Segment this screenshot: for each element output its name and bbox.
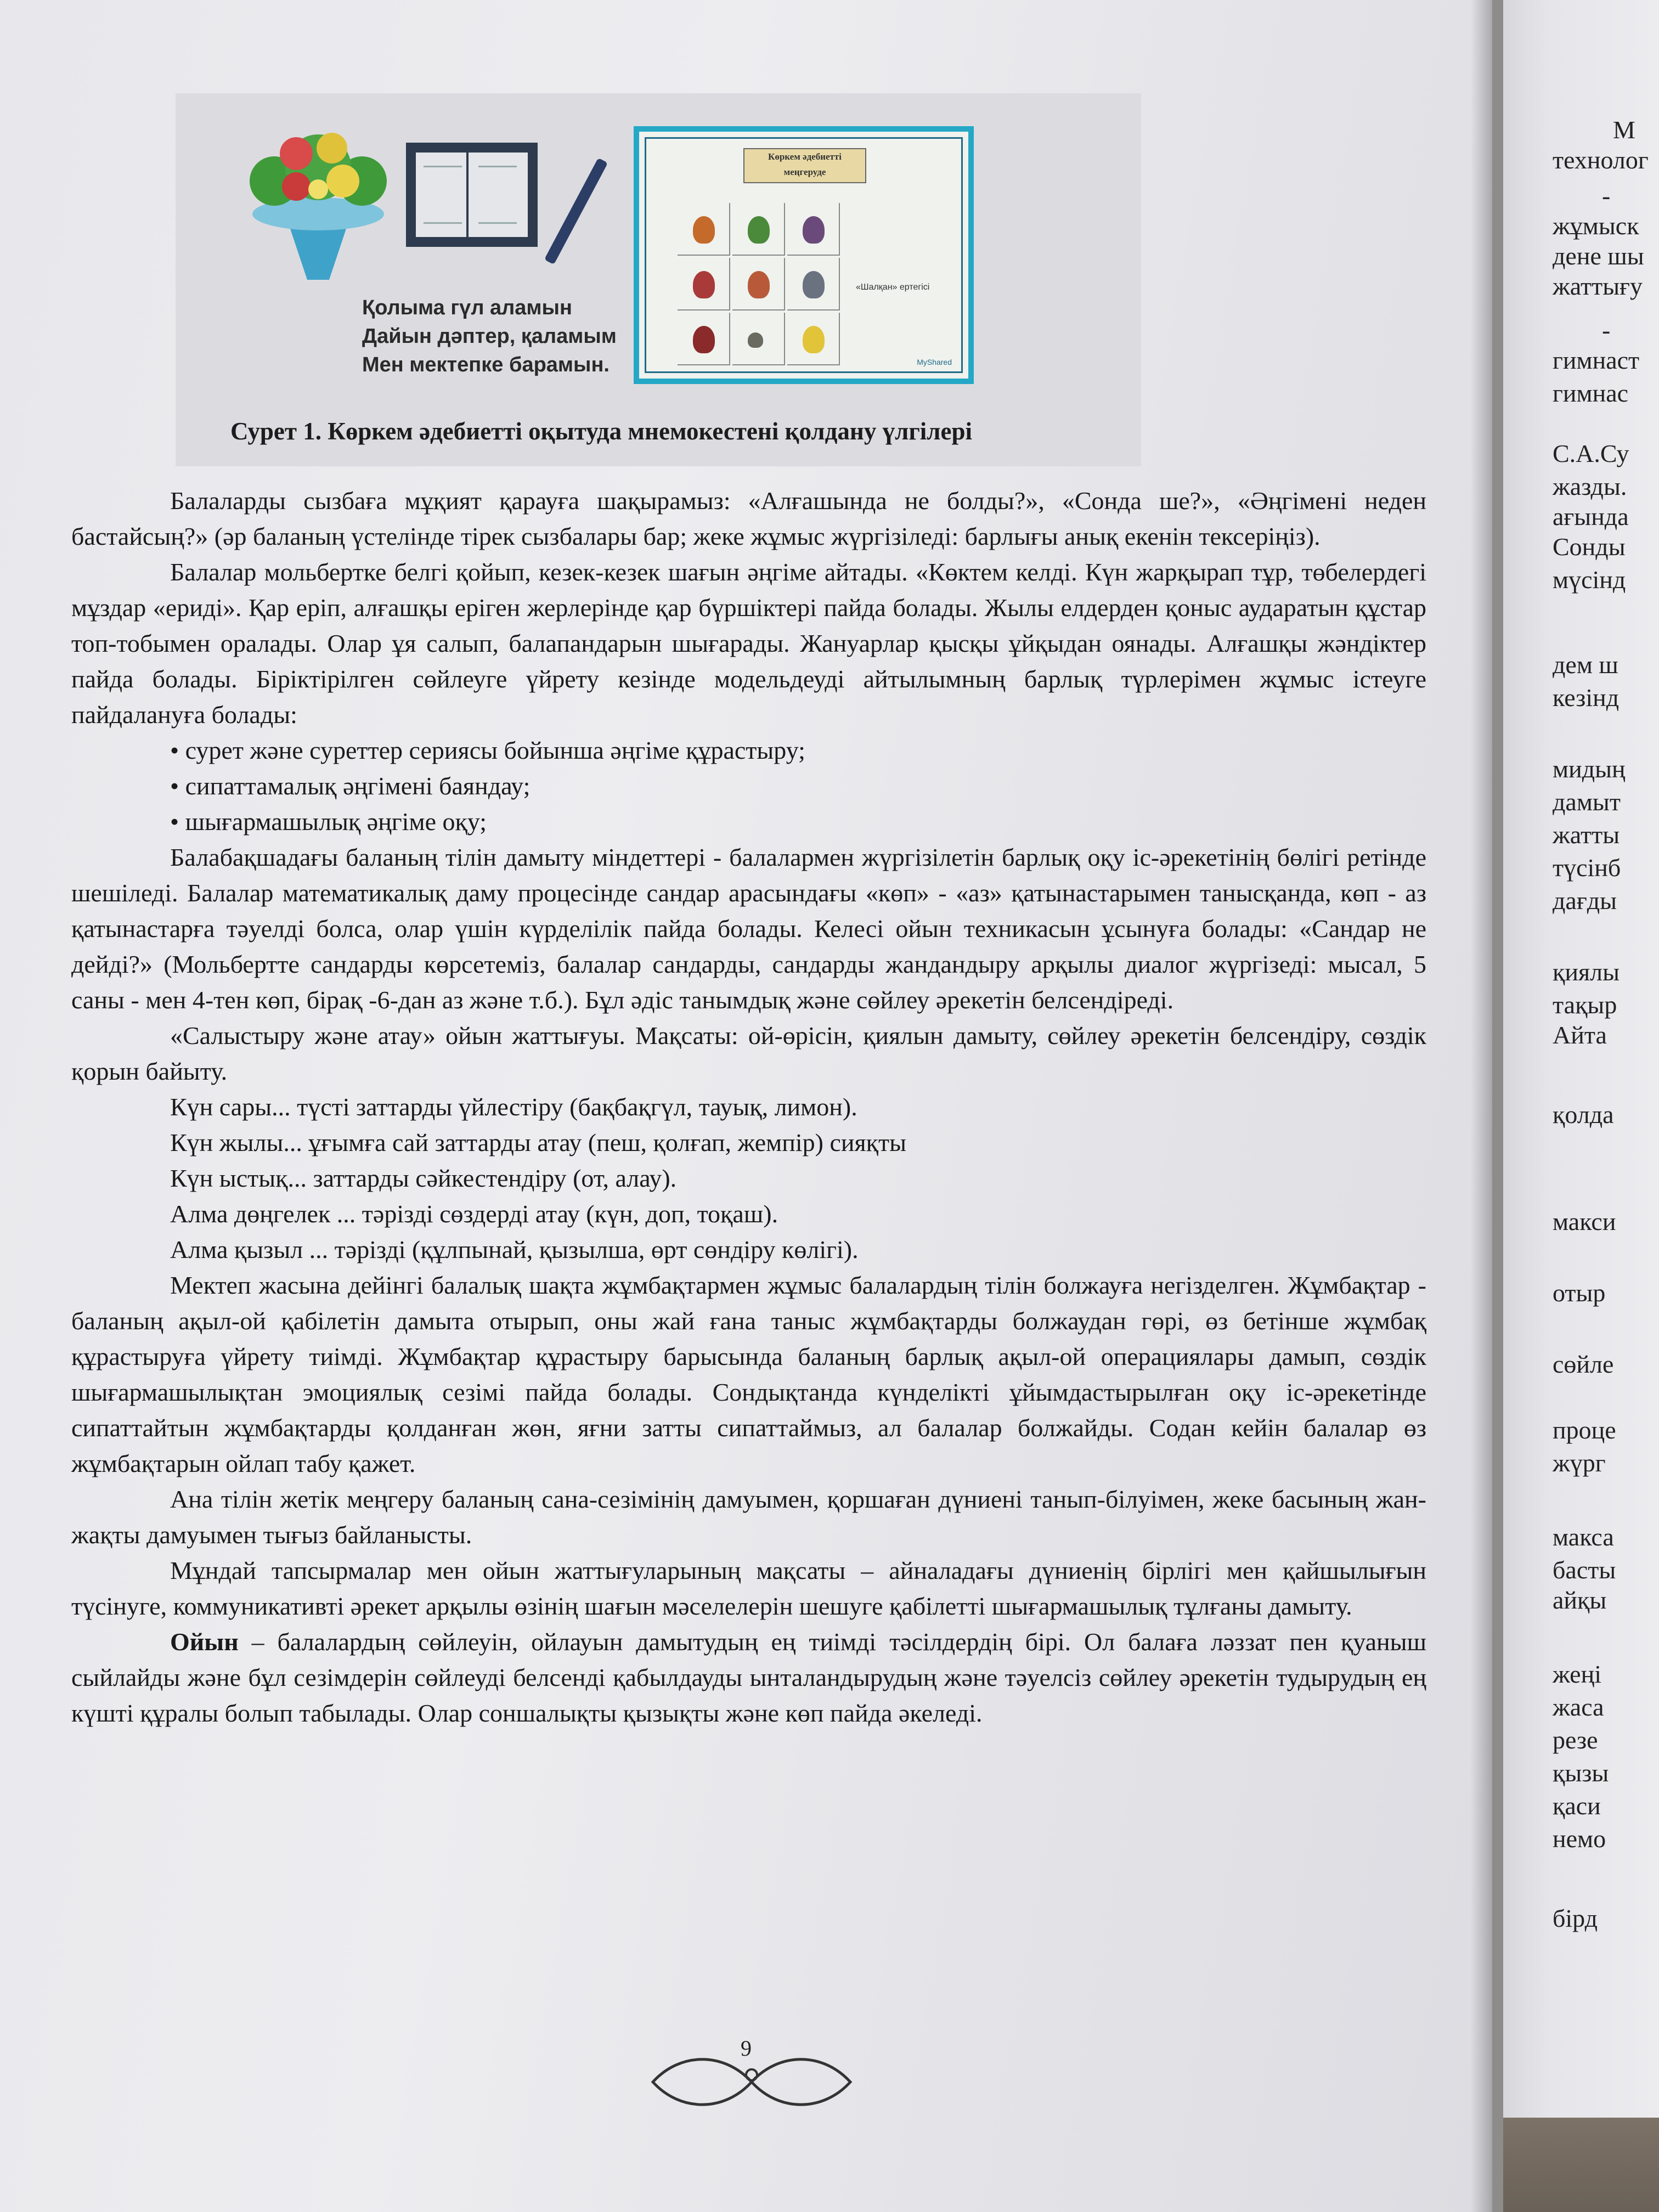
poem-line: Мен мектепке барамын. xyxy=(362,353,610,376)
paragraph: Балабақшадағы баланың тілін дамыту міндеттері - балалармен жүргізілетін барлық оқу іс-әрекетінің бөлігі ретінде шешіледі. Балалар математикалық даму процесінде сандар арасындағы «көп» - «аз» қатынастарымен танысқанда, көп - аз қатынастарға тәуелді болса, олар үшін күрделілік пайда болады. Келесі ойын техникасын ұсынуға болады: «Сандар не дейді?» (Мольбертте сандарды көрсетеміз, балалар сандарды, сандарды жандандыру арқылы диалог жүргізеді: мысал, 5 саны - мен 4-тен көп, бірақ -6-дан аз және т.б.). Бұл әдіс танымдық және сөйлеу әрекетін белсендіреді. xyxy=(71,843,1426,1014)
right-page-text-fragment: қолда xyxy=(1553,1101,1614,1128)
example-line: Күн сары... түсті заттарды үйлестіру (бақбақгүл, тауық, лимон). xyxy=(170,1093,857,1121)
right-page-text-fragment: қызы xyxy=(1553,1759,1609,1787)
figure-poem xyxy=(362,294,617,379)
right-page-text-fragment: мидың xyxy=(1553,755,1626,783)
paragraph: Балаларды сызбаға мұқият қарауға шақырамыз: «Алғашында не болды?», «Сонда ше?», «Әңгімені неден бастайсың?» (әр баланың үстелінде тірек сызбалары бар; жеке жұмыс жүргізіледі: барлығы анық екенін тексеріңіз). xyxy=(71,487,1426,550)
right-page-text-fragment: ағында xyxy=(1553,503,1629,531)
ornament-icon xyxy=(636,2041,867,2107)
dog-icon xyxy=(803,271,825,298)
right-page-text-fragment: басты xyxy=(1553,1556,1616,1584)
list-item: • шығармашылық әңгіме оқу; xyxy=(170,804,1426,839)
example-line: Күн жылы... ұғымға сай заттарды атау (пеш, қолғап, жемпір) сияқты xyxy=(170,1128,907,1156)
right-page-text-fragment: - xyxy=(1602,182,1611,210)
page-number: 9 xyxy=(741,2036,752,2061)
term-bold: Ойын xyxy=(170,1628,239,1656)
right-page-text-fragment: проце xyxy=(1553,1416,1616,1444)
right-page-text-fragment: кезінд xyxy=(1553,684,1620,712)
mnemonic-grid xyxy=(678,203,842,368)
figure-mnemonic-examples xyxy=(176,93,1141,466)
right-page-text-fragment: макси xyxy=(1553,1207,1616,1235)
card-logo: MyShared xyxy=(917,358,952,366)
bouquet-icon xyxy=(236,115,400,285)
right-page-text-fragment: гимнас xyxy=(1553,379,1629,407)
paragraph-rest: – балалардың сөйлеуін, ойлауын дамытудың ең тиімді тәсілдердің бірі. Ол балаға ләззат пен қуаныш сыйлайды және бұл сезімдерін сөйлеуді белсенді қабылдауды ынталандырудың және тәуелсіз сөйлеу әрекетін тудырудың ең күшті құралы болып табылады. Олар соншалықты қызықты және көп пайда әкеледі. xyxy=(71,1628,1426,1727)
right-page-text-fragment: бірд xyxy=(1553,1904,1598,1932)
right-page-text-fragment: макса xyxy=(1553,1523,1614,1551)
right-page-text-fragment: отыр xyxy=(1553,1279,1606,1307)
right-page-text-fragment: жатты xyxy=(1553,821,1620,849)
pen-icon xyxy=(544,158,608,265)
page-gutter xyxy=(1470,0,1492,2212)
right-page-text-fragment: дене шы xyxy=(1553,242,1644,270)
figure-caption: Сурет 1. Көркем әдебиетті оқытуда мнемокестені қолдану үлгілері xyxy=(230,417,973,445)
right-page-text-fragment: жаттығу xyxy=(1553,272,1643,300)
right-page-text-fragment: немо xyxy=(1553,1825,1606,1853)
poem-line: Дайын дәптер, қаламым xyxy=(362,325,617,348)
right-page-text-fragment: айқы xyxy=(1553,1586,1607,1614)
poem-line: Қолыма гүл аламын xyxy=(362,296,572,319)
right-page-text-fragment: түсінб xyxy=(1553,854,1621,882)
example-line: Алма қызыл ... тәрізді (құлпынай, қызылша, өрт сөндіру көлігі). xyxy=(170,1235,859,1263)
plant-icon xyxy=(748,216,770,244)
card-label: «Шалқан» ертегісі xyxy=(856,283,930,292)
turnip-large-icon xyxy=(803,326,825,353)
mnemonic-card xyxy=(634,126,974,384)
right-page-text-fragment: тақыр xyxy=(1553,991,1617,1019)
book-icon xyxy=(406,143,538,247)
paragraph xyxy=(71,1624,1426,1731)
right-page-text-fragment: сөйле xyxy=(1553,1350,1614,1378)
right-page-text-fragment: жеңі xyxy=(1553,1660,1601,1688)
turnip-icon xyxy=(803,216,825,244)
right-page-text-fragment: резе xyxy=(1553,1726,1598,1754)
right-page-text-fragment: М xyxy=(1613,116,1635,144)
right-page-text-fragment: қиялы xyxy=(1553,958,1620,986)
right-page-text-fragment: гимнаст xyxy=(1553,346,1640,374)
paragraph: Мұндай тапсырмалар мен ойын жаттығуларының мақсаты – айналадағы дүниенің бірлігі мен қайшылығын түсінуге, коммуникативті әрекет арқылы өзінің шағын мәселелерін шешуге қабілетті шығармашылық тұлғаны дамыту. xyxy=(71,1556,1426,1620)
right-page-text-fragment: мүсінд xyxy=(1553,566,1626,594)
right-page-text-fragment: жұмыск xyxy=(1553,212,1639,240)
table-surface xyxy=(1503,2118,1659,2212)
list-item: • сурет және суреттер сериясы бойынша әңгіме құрастыру; xyxy=(170,732,1426,768)
grandfather-icon xyxy=(693,271,715,298)
right-page-text-fragment: технолог xyxy=(1553,146,1649,174)
right-page-text-fragment: жазды. xyxy=(1553,472,1627,500)
body-text xyxy=(71,483,1426,1731)
paragraph: Мектеп жасына дейінгі балалық шақта жұмбақтармен жұмыс балалардың тілін болжауға негізделген. Жұмбақтар - баланың ақыл-ой қабілетін дамыта отырып, оны жай ғана таныс жұмбақтарды болжаудан гөрі, өз бетінше жұмбақ құрастыруға үйрету тиімді. Жұмбақтар құрастыру барысында баланың барлық ақыл-ой операциялары дамып, сөздік шығармашылықтан эмоциялық сезімі пайда болады. Сондықтанда күнделікті ұйымдастырылған оқу іс-әрекетінде сипаттайтын жұмбақтарды қолданған жөн, яғни затты сипаттаймыз, ал балалар болжайды. Содан кейін балалар өз жұмбақтарын ойлап табу қажет. xyxy=(71,1271,1426,1477)
list-item: • сипаттамалық әңгімені баяндау; xyxy=(170,768,1426,804)
paragraph: Балалар мольбертке белгі қойып, кезек-кезек шағын әңгіме айтады. «Көктем келді. Күн жарқырап тұр, төбелердегі мұздар «ериді». Қар еріп, алғашқы еріген жерлерінде қар бүршіктері пайда болады. Жылы елдерден қоныс аударатын құстар топ-тобымен оралады. Олар ұя салып, балапандарын шығарады. Жануарлар қысқы ұйқыдан оянады. Алғашқы жәндіктер пайда болады. Біріктірілген сөйлеуге үйрету кезінде модельдеуді айтылымның барлық түрлерімен жұмыс істеуге пайдалануға болады: xyxy=(71,558,1426,729)
girl-icon xyxy=(693,326,715,353)
right-page-text-fragment: дем ш xyxy=(1553,651,1618,679)
grandmother-icon xyxy=(748,271,770,298)
right-page-text-fragment: дамыт xyxy=(1553,788,1621,816)
right-page-text-fragment: жаса xyxy=(1553,1693,1604,1721)
right-page-text-fragment: Айта xyxy=(1553,1021,1607,1049)
bullet-list xyxy=(71,732,1426,839)
right-page-text-fragment: С.А.Су xyxy=(1553,439,1629,467)
right-page-text-fragment: Сонды xyxy=(1553,533,1626,561)
card-title: Көркем әдебиетті меңгеруде xyxy=(743,148,866,183)
paragraph: «Салыстыру және атау» ойын жаттығуы. Мақсаты: ой-өрісін, қиялын дамыту, сөйлеу әрекетін белсендіру, сөздік қорын байыту. xyxy=(71,1022,1426,1085)
right-page-text-fragment: дағды xyxy=(1553,887,1617,915)
example-line: Алма дөңгелек ... тәрізді сөздерді атау (күн, доп, тоқаш). xyxy=(170,1200,778,1228)
mouse-icon xyxy=(748,332,763,348)
right-page-text-fragment: қаси xyxy=(1553,1792,1601,1820)
paragraph: Ана тілін жетік меңгеру баланың сана-сезімінің дамуымен, қоршаған дүниені танып-білуімен, жеке басының жан-жақты дамуымен тығыз байланысты. xyxy=(71,1485,1426,1549)
right-page-text-fragment: - xyxy=(1602,316,1611,344)
book-page-right xyxy=(1503,0,1659,2212)
example-line: Күн ыстық... заттарды сәйкестендіру (от, алау). xyxy=(170,1164,677,1192)
carrot-icon xyxy=(693,216,715,244)
right-page-text-fragment: жүрг xyxy=(1553,1449,1606,1477)
